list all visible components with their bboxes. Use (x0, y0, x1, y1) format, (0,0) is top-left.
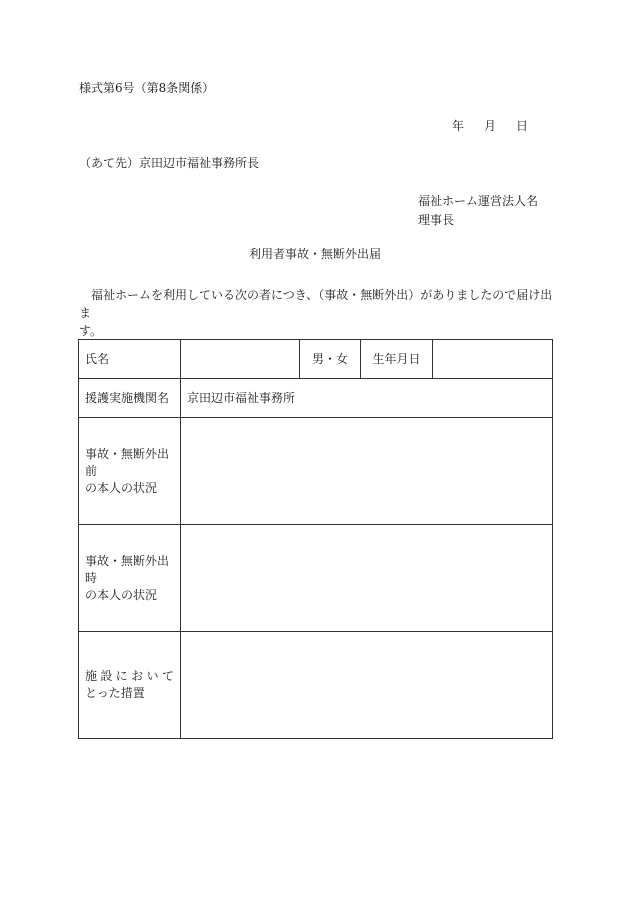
document-title: 利用者事故・無断外出届 (248, 247, 381, 261)
agency-value: 京田辺市福祉事務所 (181, 379, 553, 418)
date-year-label: 年 (452, 119, 465, 133)
before-status-label-line-2: の本人の状況 (85, 480, 158, 495)
during-status-field[interactable] (181, 525, 553, 632)
name-label: 氏名 (79, 340, 181, 379)
measures-field[interactable] (181, 632, 553, 739)
before-status-label-line-1: 事故・無断外出前 (85, 446, 170, 478)
body-line-1: 福祉ホームを利用している次の者につき、（事故・無断外出）がありましたので届け出ま (79, 288, 553, 320)
during-status-label-line-1: 事故・無断外出時 (85, 553, 170, 585)
sender-block (418, 192, 538, 230)
form-number: 様式第6号（第8条関係） (79, 81, 215, 95)
during-status-label-line-2: の本人の状況 (85, 587, 158, 602)
table-row (79, 418, 553, 525)
during-status-label (79, 525, 181, 632)
sender-organization: 福祉ホーム運営法人名 (418, 194, 539, 208)
measures-label-line-1: 施設において (85, 669, 174, 683)
before-status-label (79, 418, 181, 525)
before-status-field[interactable] (181, 418, 553, 525)
sender-title: 理事長 (418, 213, 455, 227)
date-day-label: 日 (516, 119, 529, 133)
birth-date-label: 生年月日 (361, 340, 433, 379)
measures-label (79, 632, 181, 739)
date-line (452, 118, 528, 135)
table-row (79, 340, 553, 379)
addressee: （あて先）京田辺市福祉事務所長 (79, 156, 260, 170)
table-row (79, 632, 553, 739)
gender-label: 男・女 (300, 340, 361, 379)
body-text (79, 286, 554, 340)
body-line-2: す。 (79, 324, 103, 338)
date-month-label: 月 (484, 119, 497, 133)
table-row (79, 525, 553, 632)
birth-date-field[interactable] (433, 340, 553, 379)
measures-label-line-2: とった措置 (85, 686, 145, 700)
report-form-table (78, 339, 553, 739)
table-row (79, 379, 553, 418)
name-field[interactable] (181, 340, 300, 379)
agency-label: 援護実施機関名 (79, 379, 181, 418)
